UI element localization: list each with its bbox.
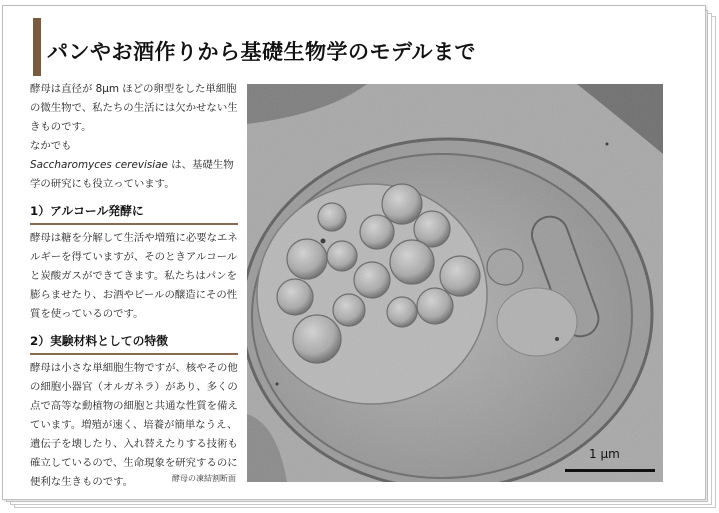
intro-prefix: なかでも bbox=[30, 140, 72, 152]
yeast-freeze-fracture-micrograph bbox=[247, 84, 663, 482]
intro-suffix: は、基礎生物学の研究にも役立っています。 bbox=[30, 159, 234, 190]
section-heading-experimental: 2）実験材料としての特徴 bbox=[30, 333, 238, 355]
micrograph-image bbox=[247, 84, 663, 482]
title-accent-bar bbox=[33, 18, 41, 76]
text-column bbox=[30, 80, 238, 492]
intro-paragraph-1: 酵母は直径が 8μm ほどの卵型をした単細胞の微生物で、私たちの生活には欠かせない生きものです。 bbox=[30, 83, 238, 133]
section-body-fermentation: 酵母は糖を分解して生活や増殖に必要なエネルギーを得ていますが、そのときアルコールと炭酸ガスができてきます。私たちはパンを膨らませたり、お酒やビールの醸造にその性質を使っているのです。 bbox=[30, 232, 238, 320]
scale-bar bbox=[565, 469, 655, 472]
section-heading-fermentation: 1）アルコール発酵に bbox=[30, 203, 238, 225]
figure-caption: 酵母の凍結割断面 bbox=[172, 474, 236, 483]
page-title: パンやお酒作りから基礎生物学のモデルまで bbox=[47, 40, 476, 64]
intro-paragraph-2 bbox=[30, 137, 238, 194]
scale-bar-label: 1 μm bbox=[589, 447, 620, 461]
section-body-experimental: 酵母は小さな単細胞生物ですが、核やその他の細胞小器官（オルガネラ）があり、多くの点で高等な動植物の細胞と共通な性質を備えています。増殖が速く、培養が簡単なうえ、遺伝子を壊したり、入れ替えたりする技術も確立しているので、生命現象を研究するのに便利な生きものです。 bbox=[30, 362, 238, 488]
scientific-name: Saccharomyces cerevisiae bbox=[30, 159, 168, 171]
